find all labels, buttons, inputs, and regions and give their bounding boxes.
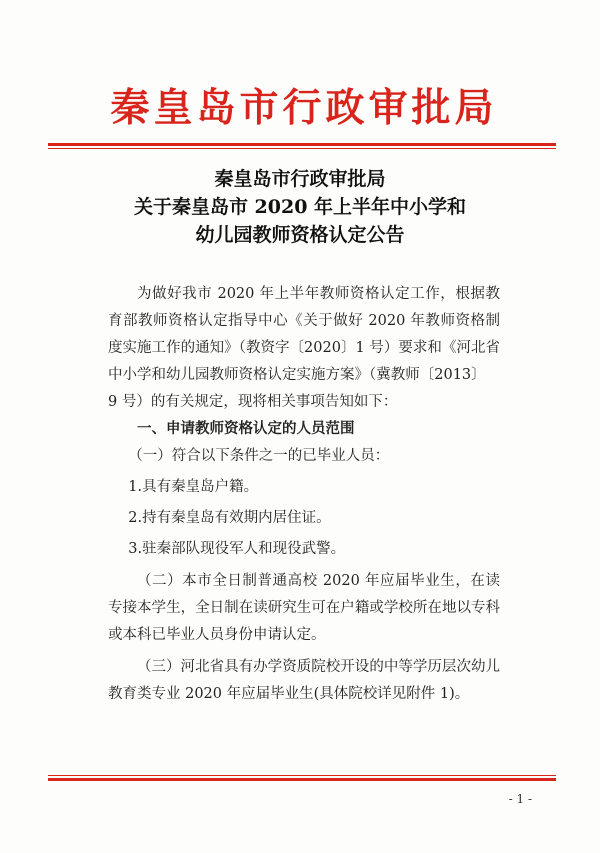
masthead-red-rule-thin [48,148,556,149]
masthead-red-rule-thick [48,143,556,146]
list-item: 3.驻秦部队现役军人和现役武警。 [128,541,346,557]
list-item: 2.持有秦皇岛有效期内居住证。 [128,510,331,526]
subsection-3: （三）河北省具有办学资质院校开设的中等学历层次幼儿教育类专业 2020 年应届毕业生(具体院校详见附件 1)。 [108,659,500,702]
section-heading: 一、申请教师资格认定的人员范围 [137,421,355,437]
notice-title-line-1: 秦皇岛市行政审批局 [214,168,386,190]
footer-red-rule-thin [48,775,556,776]
intro-paragraph [108,281,500,416]
page-number: - 1 - [508,792,532,806]
intro-tail: 9 号）的有关规定，现将相关事项告知如下： [108,394,398,410]
masthead-title: 秦皇岛市行政审批局 [110,85,498,131]
notice-body [108,281,500,708]
subsection-1: （一）符合以下条件之一的已毕业人员： [128,448,390,464]
notice-title-line-2: 关于秦皇岛市 2020 年上半年中小学和 [133,196,467,218]
notice-title-line-3: 幼儿园教师资格认定公告 [195,224,405,246]
list-item: 1.具有秦皇岛户籍。 [128,479,259,495]
footer-red-rule-thick [48,778,556,781]
subsection-2: （二）本市全日制普通高校 2020 年应届毕业生，在读专接本学生，全日制在读研究生可在户籍或学校所在地以专科或本科已毕业人员身份申请认定。 [108,573,500,643]
intro-text: 为做好我市 2020 年上半年教师资格认定工作，根据教育部教师资格认定指导中心《关于做好 2020 年教师资格制度实施工作的通知》（教资字〔2020〕1 号）要求和《河北省中小学和幼儿园教师资格认定实施方案》（冀教师〔2013〕 [108,286,500,383]
notice-title [60,165,540,249]
